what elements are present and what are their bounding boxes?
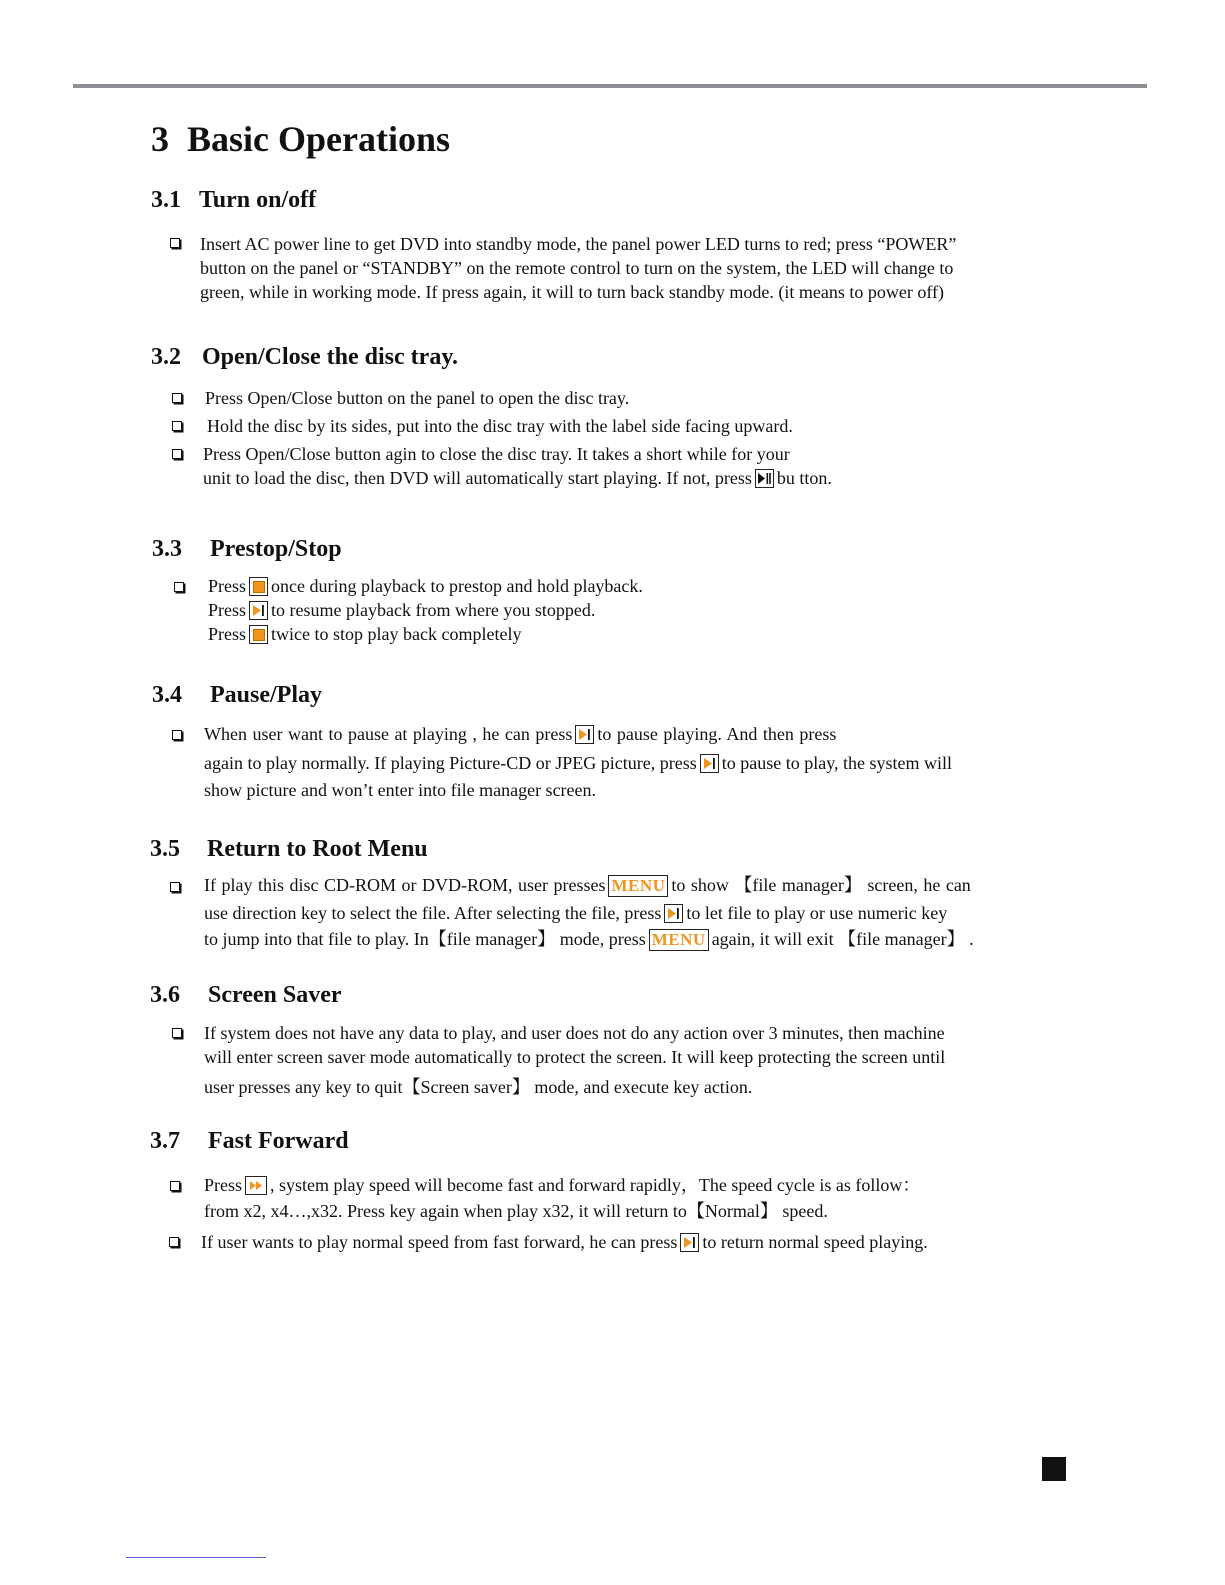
text-run: to pause to play, the system will [721,753,953,773]
section-title: Pause/Play [210,682,322,708]
section-title: Fast Forward [208,1128,349,1154]
play-key-icon [700,754,719,773]
text-run: bu tton. [776,468,832,488]
fast-forward-key-icon [245,1176,267,1195]
checkbox-bullet-icon [170,882,180,892]
checkbox-bullet-icon [170,1181,180,1191]
checkbox-bullet-icon [172,421,182,431]
section-number: 3.7 [150,1128,180,1154]
paragraph-line [204,1174,920,1196]
checkbox-bullet-icon [172,730,182,740]
chapter-number: 3 [151,119,169,159]
text-run: Press [204,1175,243,1195]
chapter-title-text: Basic Operations [187,119,451,159]
play-pause-key-icon [755,469,774,488]
text-run: again to play normally. If playing Picture-CD or JPEG picture, press [204,753,697,773]
section-title: Turn on/off [199,187,317,213]
paragraph-line: Press Open/Close button agin to close the disc tray. It takes a short while for your [203,444,790,464]
checkbox-bullet-icon [172,393,182,403]
paragraph-line: green, while in working mode. If press again, it will to turn back standby mode. (it means to power off) [200,282,944,302]
text-run: twice to stop play back completely [271,624,522,644]
section-heading-3-3 [152,535,342,564]
section-heading-3-5 [150,835,428,864]
section-heading-3-4 [152,681,322,710]
section-title: Prestop/Stop [210,536,342,562]
text-run: Press [208,576,247,596]
checkbox-bullet-icon [172,449,182,459]
text-run: once during playback to prestop and hold playback. [271,576,643,596]
section-title: Open/Close the disc tray. [202,344,458,370]
paragraph-line [204,928,974,952]
text-run: , system play speed will become fast and forward rapidly，The speed cycle is as follow： [270,1175,921,1195]
text-run: use direction key to select the file. After selecting the file, press [204,903,662,923]
text-run: Press [208,600,247,620]
text-run: If play this disc CD-ROM or DVD-ROM, user presses [204,875,606,895]
section-number: 3.5 [150,836,180,862]
paragraph-line [203,467,832,489]
text-run: to pause playing. And then press [597,724,837,744]
paragraph-line [208,599,595,621]
text-run: If user wants to play normal speed from fast forward, he can press [201,1232,678,1252]
paragraph-line: Hold the disc by its sides, put into the disc tray with the label side facing upward. [207,416,793,436]
stop-key-icon [249,625,268,644]
section-title: Return to Root Menu [207,836,428,862]
paragraph-line [201,1231,928,1253]
checkbox-bullet-icon [174,582,184,592]
checkbox-bullet-icon [169,1237,179,1247]
section-heading-3-2 [151,343,458,372]
text-run: to let file to play or use numeric key [686,903,948,923]
menu-key-label: MENU [649,929,709,951]
chapter-title [151,118,450,161]
section-number: 3.6 [150,982,180,1008]
section-heading-3-6 [150,981,342,1010]
text-run: Press [208,624,247,644]
paragraph-line: button on the panel or “STANDBY” on the remote control to turn on the system, the LED will change to [200,258,954,278]
section-number: 3.3 [152,536,182,562]
text-run: to return normal speed playing. [702,1232,928,1252]
paragraph-line [204,723,836,745]
paragraph-line [204,902,947,924]
play-key-icon [664,904,683,923]
text-run: to jump into that file to play. In【file manager】 mode, press [204,929,646,949]
play-key-icon [575,725,594,744]
paragraph-line [208,575,643,597]
paragraph-line: Insert AC power line to get DVD into standby mode, the panel power LED turns to red; press “POWER” [200,234,957,254]
text-run: unit to load the disc, then DVD will automatically start playing. If not, press [203,468,752,488]
section-number: 3.1 [151,187,181,213]
checkbox-bullet-icon [172,1028,182,1038]
page-marker [1042,1457,1066,1481]
footer-link-underline [126,1557,266,1558]
section-heading-3-7 [150,1127,349,1156]
play-key-icon [249,601,268,620]
paragraph-line [204,752,952,774]
header-rule [73,84,1147,88]
stop-key-icon [249,577,268,596]
section-heading-3-1 [151,186,316,215]
paragraph-line: If system does not have any data to play, and user does not do any action over 3 minutes, then machine [204,1023,945,1043]
paragraph-line: Press Open/Close button on the panel to open the disc tray. [205,388,630,408]
text-run: to show 【file manager】 screen, he can [671,875,971,895]
menu-key-label: MENU [608,875,668,897]
paragraph-line [204,874,971,898]
section-title: Screen Saver [208,982,342,1008]
checkbox-bullet-icon [170,238,180,248]
text-run: When user want to pause at playing , he can press [204,724,573,744]
paragraph-line: will enter screen saver mode automatically to protect the screen. It will keep protecting the screen until [204,1047,946,1067]
paragraph-line: show picture and won’t enter into file manager screen. [204,780,597,800]
paragraph-line: user presses any key to quit【Screen saver】 mode, and execute key action. [204,1077,753,1097]
section-number: 3.4 [152,682,182,708]
play-key-icon [680,1233,699,1252]
paragraph-line: from x2, x4…,x32. Press key again when play x32, it will return to【Normal】 speed. [204,1201,828,1221]
text-run: to resume playback from where you stopped. [271,600,596,620]
section-number: 3.2 [151,344,181,370]
paragraph-line [208,623,521,645]
text-run: again, it will exit 【file manager】 . [711,929,974,949]
